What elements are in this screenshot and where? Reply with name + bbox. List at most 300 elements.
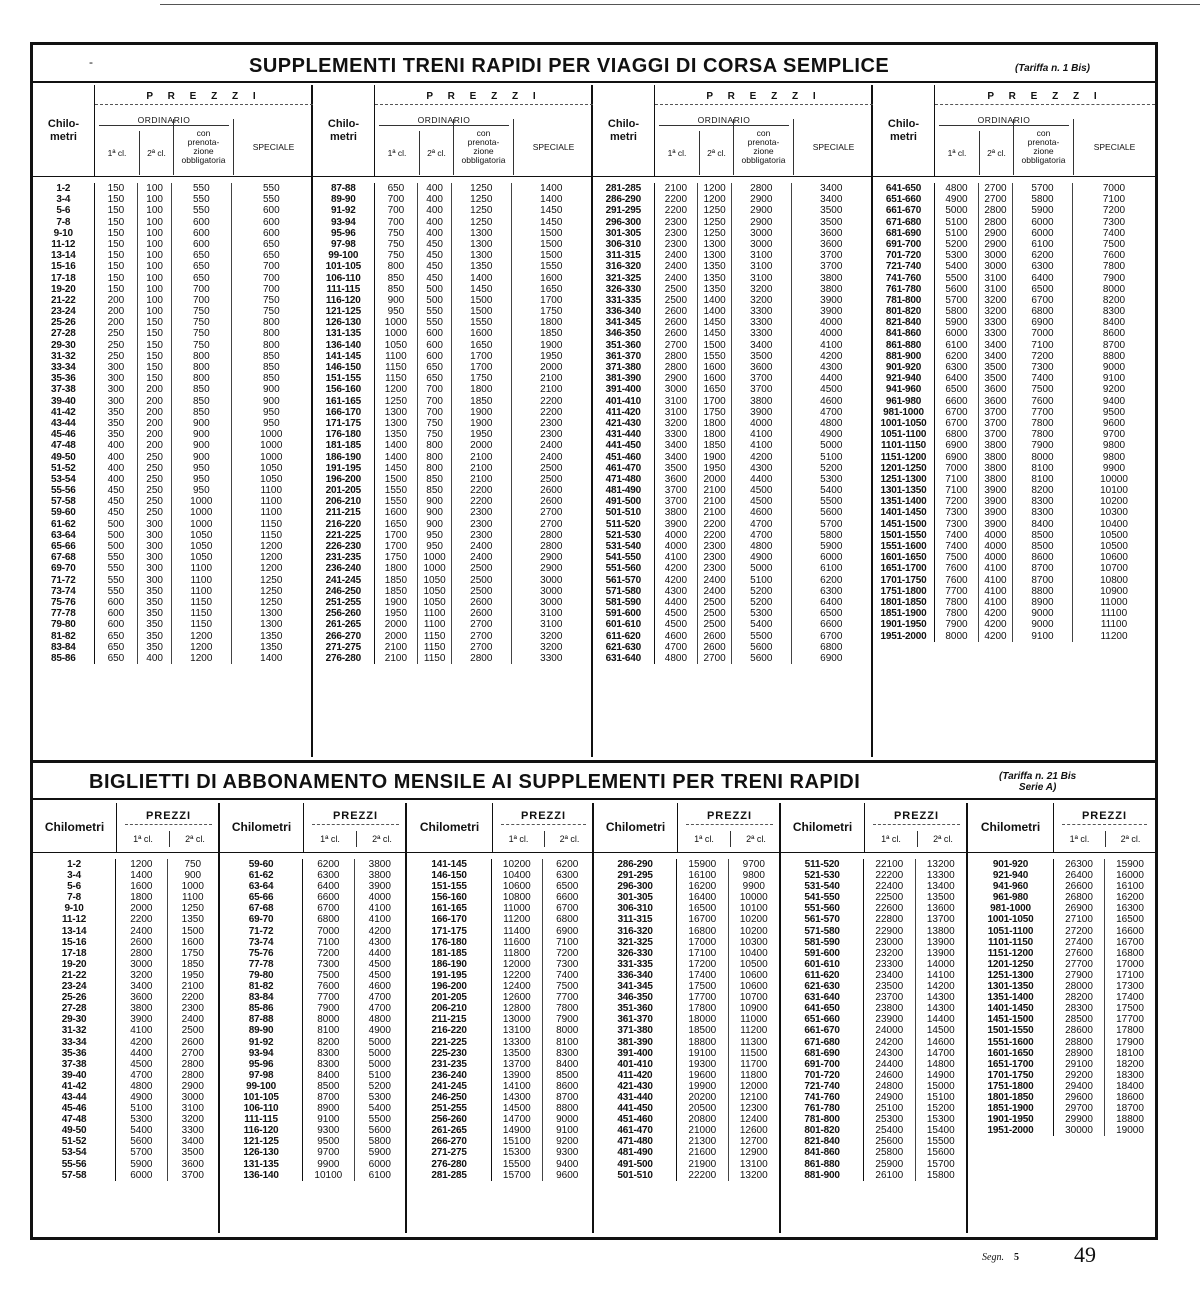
- km-range: 191-195: [407, 970, 492, 981]
- first-class-price: 29600: [1054, 1092, 1105, 1103]
- special-price: 2700: [540, 518, 563, 530]
- first-class-price: 27600: [1054, 948, 1105, 959]
- second-class-price: 5600: [368, 1125, 391, 1137]
- second-class-price: 350: [138, 597, 172, 608]
- second-class-price: 150: [138, 373, 172, 384]
- second-class-price: 350: [138, 608, 172, 619]
- second-class-price: 1150: [418, 653, 452, 664]
- second-class-price: 4700: [368, 992, 391, 1004]
- reservation-price: 3700: [732, 384, 792, 395]
- subscription-row: [33, 1059, 218, 1070]
- reservation-price: 8300: [1013, 496, 1073, 507]
- first-class-price: 3200: [116, 970, 167, 981]
- reservation-price: 3600: [732, 362, 792, 373]
- second-class-price: 350: [138, 619, 172, 630]
- first-class-price: 5300: [116, 1114, 167, 1125]
- km-range: 441-450: [594, 1103, 677, 1114]
- second-class-price: 1600: [698, 373, 732, 384]
- special-price: 700: [262, 283, 280, 295]
- subscription-row: [968, 1070, 1155, 1081]
- fare-row: [313, 396, 591, 407]
- first-class-price: 4600: [655, 631, 699, 642]
- first-class-price: 6700: [303, 903, 354, 914]
- fare-row: [873, 351, 1155, 362]
- km-range: 261-265: [313, 619, 375, 630]
- second-class-price: 12900: [739, 1147, 768, 1159]
- fare-row: [593, 597, 871, 608]
- first-class-price: 21300: [677, 1136, 728, 1147]
- second-class-price: 2800: [181, 1058, 204, 1070]
- km-range: 75-76: [220, 948, 303, 959]
- fare-row: [313, 541, 591, 552]
- km-range: 9-10: [33, 903, 116, 914]
- second-class-price: 1600: [181, 936, 204, 948]
- km-range: 701-720: [781, 1070, 864, 1081]
- first-class-price: 4900: [116, 1092, 167, 1103]
- reservation-price: 2600: [452, 597, 512, 608]
- km-range: 65-66: [220, 892, 303, 903]
- km-range: 1901-1950: [968, 1114, 1054, 1125]
- second-class-price: 16100: [1116, 881, 1144, 893]
- first-class-price: 150: [95, 239, 139, 250]
- second-class-price: 1500: [181, 925, 204, 937]
- first-class-price: 21000: [677, 1125, 728, 1136]
- second-class-price: 9000: [556, 1114, 579, 1126]
- subscription-row: [781, 1037, 966, 1048]
- km-range: 621-630: [781, 981, 864, 992]
- reservation-price: 5300: [732, 608, 792, 619]
- second-class-price: 10700: [739, 992, 768, 1004]
- km-range: 211-215: [313, 507, 375, 518]
- first-class-price: 17800: [677, 1003, 728, 1014]
- second-class-price: 2100: [698, 496, 732, 507]
- km-range: 83-84: [33, 642, 95, 653]
- km-range: 57-58: [33, 496, 95, 507]
- first-class-price: 27700: [1054, 959, 1105, 970]
- second-class-price: 1250: [698, 228, 732, 239]
- special-price: 5500: [820, 496, 843, 508]
- first-class-price: 2800: [655, 351, 699, 362]
- fare-row: [873, 295, 1155, 306]
- reservation-price: 3300: [732, 317, 792, 328]
- subscription-row: [968, 892, 1155, 903]
- second-class-price: 100: [138, 273, 172, 284]
- second-class-price: 4100: [979, 597, 1013, 608]
- km-column-header: Chilo- metri: [593, 85, 655, 176]
- km-range: 63-64: [33, 530, 95, 541]
- first-class-price: 19600: [677, 1070, 728, 1081]
- first-class-price: 21600: [677, 1147, 728, 1158]
- subscription-header: [781, 803, 966, 853]
- reservation-header: con prenota- zione obbligatoria: [1013, 119, 1073, 175]
- special-header: SPECIALE: [793, 119, 873, 175]
- subscription-row: [594, 870, 779, 881]
- subscription-row: [220, 859, 405, 870]
- km-range: 351-360: [594, 1003, 677, 1014]
- second-class-price: 8500: [556, 1069, 579, 1081]
- km-range: 401-410: [594, 1059, 677, 1070]
- km-range: 81-82: [220, 981, 303, 992]
- subscription-row: [407, 1147, 592, 1158]
- first-class-price: 29400: [1054, 1081, 1105, 1092]
- subscription-row: [220, 1081, 405, 1092]
- km-range: 561-570: [593, 575, 655, 586]
- subscription-row: [968, 992, 1155, 1003]
- second-class-price: 2200: [698, 530, 732, 541]
- special-price: 10700: [1100, 563, 1128, 575]
- fare-row: [593, 250, 871, 261]
- second-class-price: 950: [418, 541, 452, 552]
- fare-row: [33, 194, 311, 205]
- fare-row: [313, 228, 591, 239]
- km-range: 1801-1850: [968, 1092, 1054, 1103]
- second-class-price: 4600: [368, 981, 391, 993]
- km-range: 176-180: [407, 937, 492, 948]
- fare-row: [313, 452, 591, 463]
- subscription-row: [407, 881, 592, 892]
- subscription-row: [220, 981, 405, 992]
- reservation-price: 1700: [452, 362, 512, 373]
- km-range: 45-46: [33, 1103, 116, 1114]
- reservation-price: 3200: [732, 284, 792, 295]
- first-class-price: 8900: [303, 1103, 354, 1114]
- fare-row: [33, 228, 311, 239]
- first-class-price: 3400: [655, 452, 699, 463]
- reservation-price: 8200: [1013, 485, 1073, 496]
- km-range: 256-260: [407, 1114, 492, 1125]
- second-class-header: 2ª cl.: [979, 131, 1013, 175]
- km-range: 126-130: [220, 1147, 303, 1158]
- km-range: 286-290: [593, 194, 655, 205]
- subscription-row: [220, 1014, 405, 1025]
- second-class-price: 400: [418, 228, 452, 239]
- subscription-row: [781, 1070, 966, 1081]
- km-range: 99-100: [220, 1081, 303, 1092]
- subscription-row: [407, 1081, 592, 1092]
- special-price: 10300: [1100, 507, 1128, 519]
- first-class-price: 2300: [655, 228, 699, 239]
- subscription-row: [407, 1170, 592, 1181]
- km-range: 1-2: [33, 183, 95, 194]
- reservation-price: 1400: [452, 273, 512, 284]
- subscription-row: [33, 903, 218, 914]
- km-range: 671-680: [873, 217, 935, 228]
- km-range: 901-920: [968, 859, 1054, 870]
- first-class-price: 10800: [492, 892, 542, 903]
- prices-header: PREZZI: [1062, 807, 1147, 825]
- km-range: 226-230: [313, 541, 375, 552]
- fare-row: [313, 631, 591, 642]
- subscription-row: [968, 914, 1155, 925]
- second-class-price: 17800: [1116, 1025, 1144, 1037]
- second-class-price: 650: [418, 373, 452, 384]
- km-range: 121-125: [220, 1136, 303, 1147]
- first-class-price: 150: [95, 194, 139, 205]
- km-range: 231-235: [407, 1059, 492, 1070]
- km-range: 296-300: [594, 881, 677, 892]
- reservation-price: 3500: [732, 351, 792, 362]
- km-range: 47-48: [33, 1114, 116, 1125]
- reservation-price: 1200: [172, 642, 232, 653]
- reservation-price: 4100: [732, 440, 792, 451]
- first-class-price: 250: [95, 340, 139, 351]
- second-class-price: 2800: [181, 1069, 204, 1081]
- second-class-price: 10200: [739, 914, 768, 926]
- reservation-price: 7400: [1013, 373, 1073, 384]
- special-price: 10500: [1100, 529, 1128, 541]
- first-class-price: 6900: [935, 452, 979, 463]
- second-class-price: 3100: [979, 284, 1013, 295]
- km-range: 176-180: [313, 429, 375, 440]
- second-class-price: 7200: [556, 947, 579, 959]
- second-class-price: 450: [418, 261, 452, 272]
- second-class-price: 3600: [979, 384, 1013, 395]
- second-class-price: 11000: [740, 1014, 768, 1026]
- second-class-price: 6300: [556, 870, 579, 882]
- km-range: 741-760: [781, 1092, 864, 1103]
- km-column-header: Chilometri: [220, 803, 304, 852]
- subscription-row: [594, 1059, 779, 1070]
- reservation-price: 1750: [452, 373, 512, 384]
- special-price: 10000: [1100, 473, 1128, 485]
- km-range: 171-175: [407, 926, 492, 937]
- first-class-header: 1ª cl.: [947, 147, 967, 158]
- first-class-price: 750: [375, 239, 419, 250]
- second-class-price: 100: [138, 239, 172, 250]
- second-class-price: 4300: [368, 936, 391, 948]
- first-class-price: 150: [95, 284, 139, 295]
- km-range: 33-34: [33, 362, 95, 373]
- first-class-price: 1200: [375, 384, 419, 395]
- subscription-row: [407, 870, 592, 881]
- subscription-row: [407, 1125, 592, 1136]
- fare-row: [33, 418, 311, 429]
- first-class-price: 2100: [375, 653, 419, 664]
- first-class-price: 16800: [677, 926, 728, 937]
- special-price: 6600: [820, 619, 843, 631]
- second-class-price: 17000: [1116, 958, 1144, 970]
- special-price: 1300: [260, 619, 283, 631]
- first-class-price: 3000: [116, 959, 167, 970]
- km-range: 93-94: [220, 1048, 303, 1059]
- km-range: 821-840: [873, 317, 935, 328]
- subscription-row: [594, 1103, 779, 1114]
- first-class-price: 4900: [935, 194, 979, 205]
- special-price: 5300: [820, 473, 843, 485]
- subscription-row: [220, 1159, 405, 1170]
- subscription-row: [33, 1125, 218, 1136]
- km-range: 77-78: [220, 959, 303, 970]
- second-class-price: 1400: [698, 306, 732, 317]
- km-range: 421-430: [593, 418, 655, 429]
- first-class-price: 500: [95, 530, 139, 541]
- first-class-price: 22100: [864, 859, 915, 870]
- km-range: 511-520: [781, 859, 864, 870]
- first-class-price: 7200: [303, 948, 354, 959]
- first-class-price: 25900: [864, 1159, 915, 1170]
- fare-row: [313, 373, 591, 384]
- subscription-row: [594, 914, 779, 925]
- second-class-price: 1050: [418, 597, 452, 608]
- second-class-price: 10600: [739, 969, 768, 981]
- second-class-price: 16800: [1116, 947, 1144, 959]
- second-class-price: 10500: [739, 958, 768, 970]
- reservation-price: 2700: [452, 619, 512, 630]
- fare-row: [873, 217, 1155, 228]
- subscription-row: [407, 937, 592, 948]
- special-price: 1200: [260, 563, 283, 575]
- second-class-price: 12400: [739, 1114, 768, 1126]
- km-range: 79-80: [33, 619, 95, 630]
- first-class-price: 6800: [303, 914, 354, 925]
- first-class-price: 4700: [655, 642, 699, 653]
- subscription-row: [220, 1092, 405, 1103]
- reservation-price: 6500: [1013, 284, 1073, 295]
- reservation-price: 1650: [452, 340, 512, 351]
- km-range: 231-235: [313, 552, 375, 563]
- first-class-price: 650: [95, 631, 139, 642]
- km-range: 281-285: [407, 1170, 492, 1181]
- subscription-row: [33, 1048, 218, 1059]
- first-class-price: 6000: [935, 328, 979, 339]
- reservation-price: 3400: [732, 340, 792, 351]
- second-class-price: 1750: [698, 407, 732, 418]
- fare-block-1: [33, 85, 313, 757]
- special-price: 4400: [820, 373, 843, 385]
- reservation-price: 6000: [1013, 217, 1073, 228]
- subscription-row: [594, 1170, 779, 1181]
- reservation-price: 2900: [732, 194, 792, 205]
- km-range: 23-24: [33, 981, 116, 992]
- second-class-price: 2500: [181, 1025, 204, 1037]
- fare-row: [593, 552, 871, 563]
- prices-header: P R E Z Z I: [655, 89, 873, 105]
- second-class-price: 13300: [926, 870, 955, 882]
- fare-row: [593, 507, 871, 518]
- second-class-price: 4200: [368, 925, 391, 937]
- subscription-row: [220, 1114, 405, 1125]
- second-class-price: 4900: [368, 1025, 391, 1037]
- second-class-price: 3500: [979, 362, 1013, 373]
- first-class-price: 2600: [116, 937, 167, 948]
- first-class-price: 19300: [677, 1059, 728, 1070]
- second-class-price: 10400: [739, 947, 768, 959]
- first-class-price: 6200: [935, 351, 979, 362]
- reservation-price: 750: [172, 317, 232, 328]
- reservation-price: 550: [172, 194, 232, 205]
- second-class-price: 1950: [698, 463, 732, 474]
- special-price: 2100: [540, 373, 563, 385]
- reservation-price: 1250: [452, 183, 512, 194]
- first-class-price: 5000: [935, 205, 979, 216]
- first-class-price: 17700: [677, 992, 728, 1003]
- km-range: 1551-1600: [968, 1037, 1054, 1048]
- second-class-price: 650: [418, 362, 452, 373]
- first-class-price: 20500: [677, 1103, 728, 1114]
- km-range: 201-205: [407, 992, 492, 1003]
- special-price: 6200: [820, 574, 843, 586]
- reservation-price: 650: [172, 250, 232, 261]
- fare-row: [873, 619, 1155, 630]
- fare-row: [313, 328, 591, 339]
- fare-row: [33, 653, 311, 664]
- km-range: 1401-1450: [873, 507, 935, 518]
- first-class-price: 6300: [935, 362, 979, 373]
- fare-row: [593, 519, 871, 530]
- first-class-price: 18000: [677, 1014, 728, 1025]
- km-range: 71-72: [220, 926, 303, 937]
- fare-row: [33, 452, 311, 463]
- fare-row: [873, 384, 1155, 395]
- km-range: 1601-1650: [873, 552, 935, 563]
- reservation-price: 1050: [172, 552, 232, 563]
- special-price: 4300: [820, 362, 843, 373]
- km-range: 29-30: [33, 340, 95, 351]
- reservation-price: 2100: [452, 463, 512, 474]
- second-class-price: 7100: [556, 936, 579, 948]
- km-range: 1651-1700: [968, 1059, 1054, 1070]
- reservation-price: 650: [172, 273, 232, 284]
- km-range: 27-28: [33, 328, 95, 339]
- km-column-header: Chilometri: [407, 803, 493, 852]
- second-class-price: 18600: [1116, 1091, 1144, 1103]
- subscription-row: [781, 859, 966, 870]
- reservation-price: 750: [172, 340, 232, 351]
- km-range: 691-700: [873, 239, 935, 250]
- subscription-row: [407, 859, 592, 870]
- first-class-price: 7700: [935, 586, 979, 597]
- first-class-price: 22400: [864, 881, 915, 892]
- prices-header: PREZZI: [873, 807, 960, 825]
- km-range: 131-135: [220, 1159, 303, 1170]
- km-range: 126-130: [313, 317, 375, 328]
- first-class-price: 11800: [492, 948, 542, 959]
- first-class-price: 6700: [935, 407, 979, 418]
- second-class-price: 450: [418, 250, 452, 261]
- special-price: 2200: [540, 406, 563, 418]
- fare-row: [313, 295, 591, 306]
- subscription-row: [594, 992, 779, 1003]
- fare-row: [873, 519, 1155, 530]
- subscription-rows: [594, 859, 779, 1181]
- fare-row: [873, 205, 1155, 216]
- fare-row: [873, 194, 1155, 205]
- km-range: 491-500: [593, 496, 655, 507]
- special-price: 3500: [820, 205, 843, 217]
- second-class-price: 9400: [556, 1158, 579, 1170]
- special-price: 3100: [540, 619, 563, 631]
- first-class-header: 1ª cl.: [508, 834, 529, 844]
- second-class-price: 6600: [556, 892, 579, 904]
- first-class-price: 1600: [375, 507, 419, 518]
- section1-title-bar: [33, 51, 1155, 83]
- km-range: 1751-1800: [873, 586, 935, 597]
- subscription-row: [781, 992, 966, 1003]
- fare-block-header: [873, 85, 1155, 177]
- reservation-price: 2300: [452, 519, 512, 530]
- subscription-row: [33, 1025, 218, 1036]
- first-class-price: 2000: [116, 903, 167, 914]
- reservation-price: 750: [172, 306, 232, 317]
- subscription-header: [594, 803, 779, 853]
- second-class-price: 9200: [556, 1136, 579, 1148]
- reservation-price: 5200: [732, 597, 792, 608]
- reservation-price: 1850: [452, 396, 512, 407]
- second-class-price: 2700: [181, 1047, 204, 1059]
- first-class-price: 1500: [375, 474, 419, 485]
- special-price: 4000: [820, 317, 843, 329]
- second-class-price: 4100: [979, 563, 1013, 574]
